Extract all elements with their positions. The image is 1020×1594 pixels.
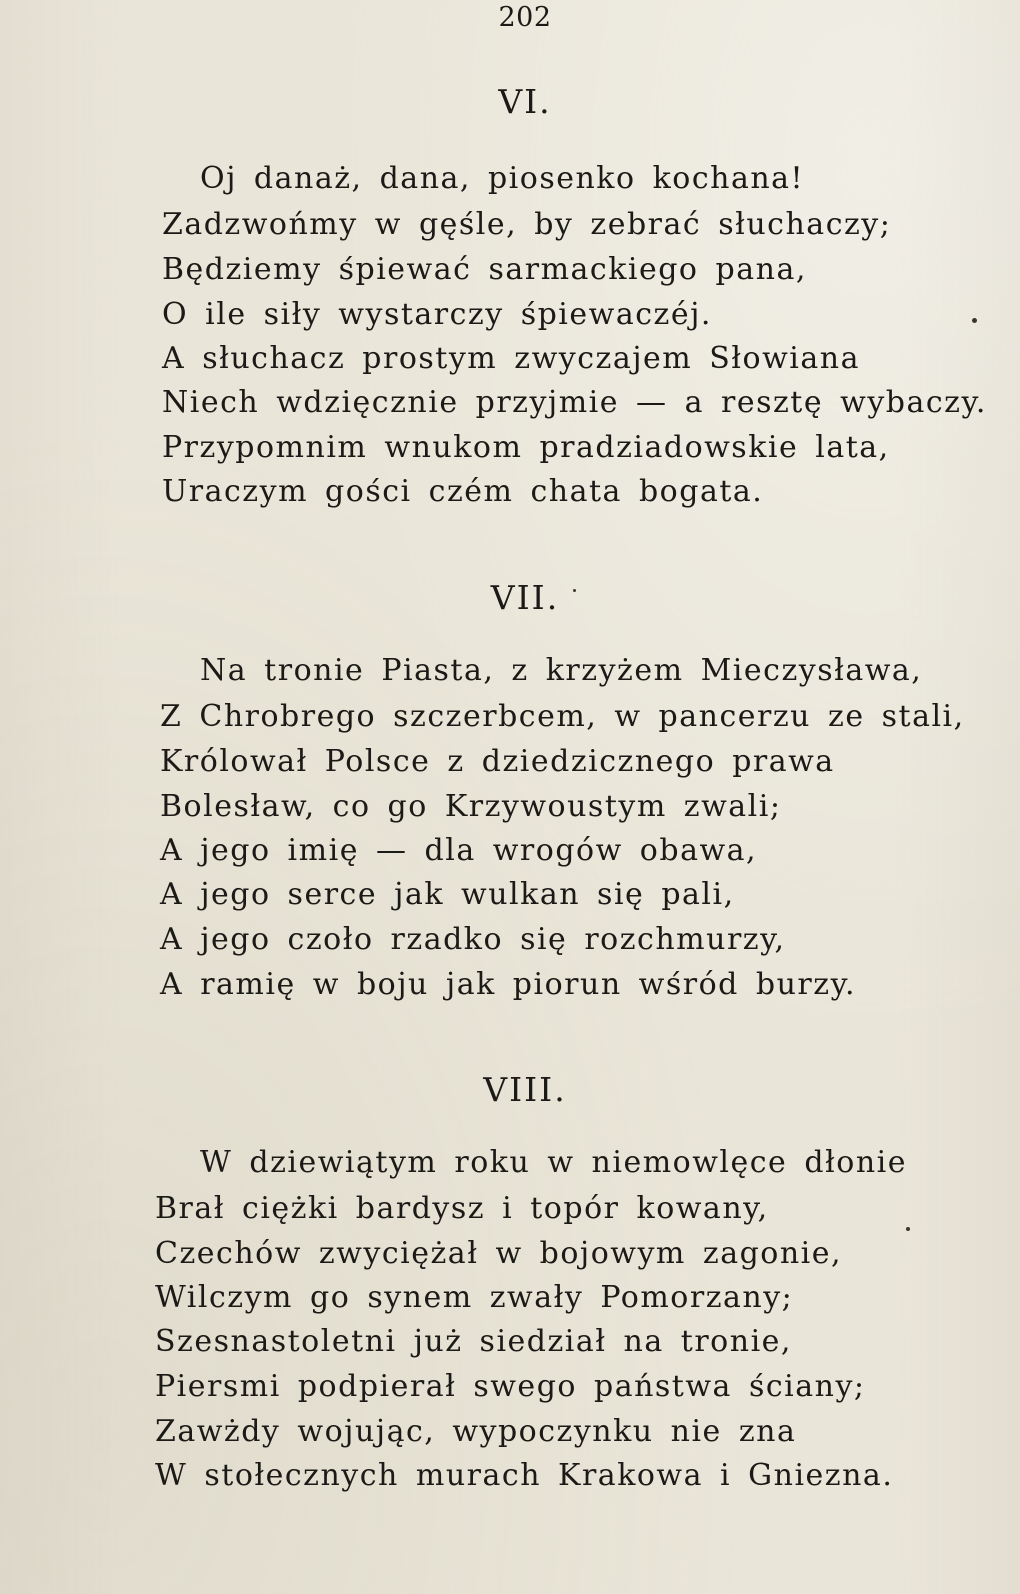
verse-line: A jego imię — dla wrogów obawa, <box>160 833 758 868</box>
verse-line: Bolesław, co go Krzywoustym zwali; <box>160 789 782 824</box>
verse-line: Brał ciężki bardysz i topór kowany, <box>155 1191 769 1226</box>
ink-speck <box>573 589 576 592</box>
verse-line: O ile siły wystarczy śpiewaczéj. <box>162 297 712 332</box>
verse-line: Z Chrobrego szczerbcem, w pancerzu ze stali, <box>160 699 965 734</box>
verse-line: A ramię w boju jak piorun wśród burzy. <box>160 967 857 1002</box>
verse-line: Będziemy śpiewać sarmackiego pana, <box>162 252 807 287</box>
verse-line: A słuchacz prostym zwyczajem Słowiana <box>162 341 860 376</box>
verse-line: Czechów zwyciężał w bojowym zagonie, <box>155 1236 843 1271</box>
verse-line: Na tronie Piasta, z krzyżem Mieczysława, <box>200 653 923 688</box>
verse-line: Szesnastoletni już siedział na tronie, <box>155 1324 792 1359</box>
verse-line: A jego serce jak wulkan się pali, <box>160 877 735 912</box>
verse-line: W dziewiątym roku w niemowlęce dłonie <box>200 1145 907 1180</box>
stanza-heading-vi: VI. <box>498 82 552 121</box>
page-number: 202 <box>498 2 552 33</box>
stanza-heading-vii: VII. <box>490 578 560 617</box>
verse-line: Uraczym gości czém chata bogata. <box>162 474 764 509</box>
verse-line: Wilczym go synem zwały Pomorzany; <box>155 1280 794 1315</box>
verse-line: Królował Polsce z dziedzicznego prawa <box>160 744 835 779</box>
verse-line: W stołecznych murach Krakowa i Gniezna. <box>155 1458 894 1493</box>
verse-line: Zawżdy wojując, wypoczynku nie zna <box>155 1414 797 1449</box>
verse-line: Przypomnim wnukom pradziadowskie lata, <box>162 430 890 465</box>
verse-line: Niech wdzięcznie przyjmie — a resztę wybaczy. <box>162 385 987 420</box>
verse-line: A jego czoło rzadko się rozchmurzy, <box>160 922 786 957</box>
stanza-heading-viii: VIII. <box>483 1070 567 1109</box>
verse-line: Piersmi podpierał swego państwa ściany; <box>155 1369 866 1404</box>
verse-line: Oj danaż, dana, piosenko kochana! <box>200 161 805 196</box>
ink-speck <box>972 318 977 323</box>
verse-line: Zadzwońmy w gęśle, by zebrać słuchaczy; <box>162 207 892 242</box>
ink-speck <box>906 1227 910 1231</box>
